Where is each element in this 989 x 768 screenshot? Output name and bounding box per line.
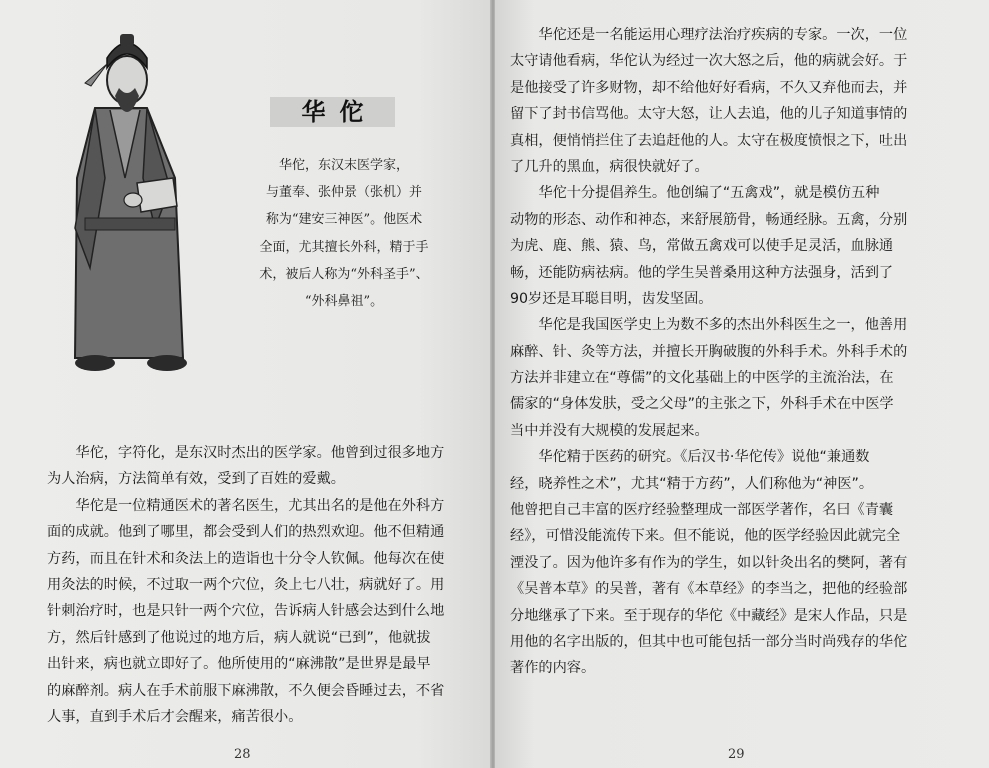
text-line: 当中并没有大规模的发展起来。 [510,422,709,439]
text-line: 经》，可惜没能流传下来。但不能说，他的医学经验因此就完全 [510,528,901,545]
text-line: 湮没了。因为他许多有作为的学生，如以针灸出名的樊阿，著有 [510,554,908,571]
text-line: 的麻醉剂。病人在手术前服下麻沸散，不久便会昏睡过去，不省 [47,682,445,699]
text-line: 华佗，字符化，是东汉时杰出的医学家。他曾到过很多地方 [47,445,445,461]
intro-line: 与董奉、张仲景（张机）并 [265,185,422,201]
text-line: 为虎、鹿、熊、猿、鸟，常做五禽戏可以使手足灵活，血脉通 [510,238,894,255]
text-line: 华佗是一位精通医术的著名医生，尤其出名的是他在外科方 [47,497,445,514]
text-line: 真相，便悄悄拦住了去追赶他的人。太守在极度愤恨之下，吐出 [510,132,908,149]
text-line: 方，然后针感到了他说过的地方后，病人就说“已到”，他就拔 [47,629,431,646]
text-line: 是他接受了许多财物，却不给他好好看病，不久又弃他而去，并 [510,79,908,96]
text-line: 用灸法的时候，不过取一两个穴位，灸上七八壮，病就好了。用 [47,576,445,593]
text-line: 针刺治疗时，也是只针一两个穴位，告诉病人针感会达到什么地 [47,603,445,620]
text-line: 动物的形态、动作和神态，来舒展筋骨，畅通经脉。五禽，分别 [510,211,908,228]
hua-tuo-illustration [55,28,195,383]
text-line: 用他的名字出版的，但其中也可能包括一部分当时尚残存的华佗 [510,633,908,650]
text-line: 方药，而且在针术和灸法上的造诣也十分令人钦佩。他每次在使 [47,550,445,567]
intro-line: 术，被后人称为“外科圣手”、 [259,266,429,282]
text-line: 畅，还能防病祛病。他的学生吴普桑用这种方法强身，活到了 [510,264,894,281]
text-line: 华佗是我国医学史上为数不多的杰出外科医生之一，他善用 [510,317,908,334]
text-line: 分地继承了下来。至于现存的华佗《中藏经》是宋人作品，只是 [510,607,908,624]
text-line: 留下了封书信骂他。太守大怒，让人去追，他的儿子知道事情的 [510,106,908,123]
right-body-text [510,22,980,682]
text-line: 著作的内容。 [510,660,596,677]
text-line: 《吴普本草》的吴普，著有《本草经》的李当之，把他的经验部 [510,581,908,598]
text-line: 方法并非建立在“尊儒”的文化基础上的中医学的主流治法，在 [510,370,894,387]
text-line: 麻醉、针、灸等方法，并擅长开胸破腹的外科手术。外科手术的 [510,343,908,360]
text-line: 90岁还是耳聪目明，齿发坚固。 [510,290,713,307]
intro-line: 全面，尤其擅长外科，精于手 [259,239,429,255]
page-number-left: 28 [234,747,251,762]
text-line: 经，晓养性之术”，尤其“精于方药”，人们称他为“神医”。 [510,475,874,492]
page-number-right: 29 [728,747,745,762]
intro-paragraph [228,152,460,315]
intro-line: 称为“建安三神医”。他医术 [265,212,423,228]
text-line: 华佗还是一名能运用心理疗法治疗疾病的专家。一次，一位 [510,27,908,43]
article-title: 华佗 [270,97,395,127]
text-line: 他曾把自己丰富的医疗经验整理成一部医学著作，名曰《青囊 [510,502,894,519]
text-line: 华佗精于医药的研究。《后汉书·华佗传》说他“兼通数 [510,449,870,466]
text-line: 太守请他看病，华佗认为经过一次大怒之后，他的病就会好。于 [510,53,908,70]
intro-line: “外科鼻祖”。 [304,294,384,310]
text-line: 为人治病，方法简单有效，受到了百姓的爱戴。 [47,471,345,488]
left-body-text [47,440,487,730]
text-line: 儒家的“身体发肤，受之父母”的主张之下，外科手术在中医学 [510,396,894,413]
text-line: 出针来，病也就立即好了。他所使用的“麻沸散”是世界是最早 [47,656,431,673]
text-line: 人事，直到手术后才会醒来，痛苦很小。 [47,708,303,725]
text-line: 面的成就。他到了哪里，都会受到人们的热烈欢迎。他不但精通 [47,524,445,541]
text-line: 华佗十分提倡养生。他创编了“五禽戏”，就是模仿五种 [510,185,880,202]
left-page [0,0,491,768]
text-line: 了几升的黑血，病很快就好了。 [510,158,709,175]
intro-line: 华佗，东汉末医学家， [278,158,409,173]
